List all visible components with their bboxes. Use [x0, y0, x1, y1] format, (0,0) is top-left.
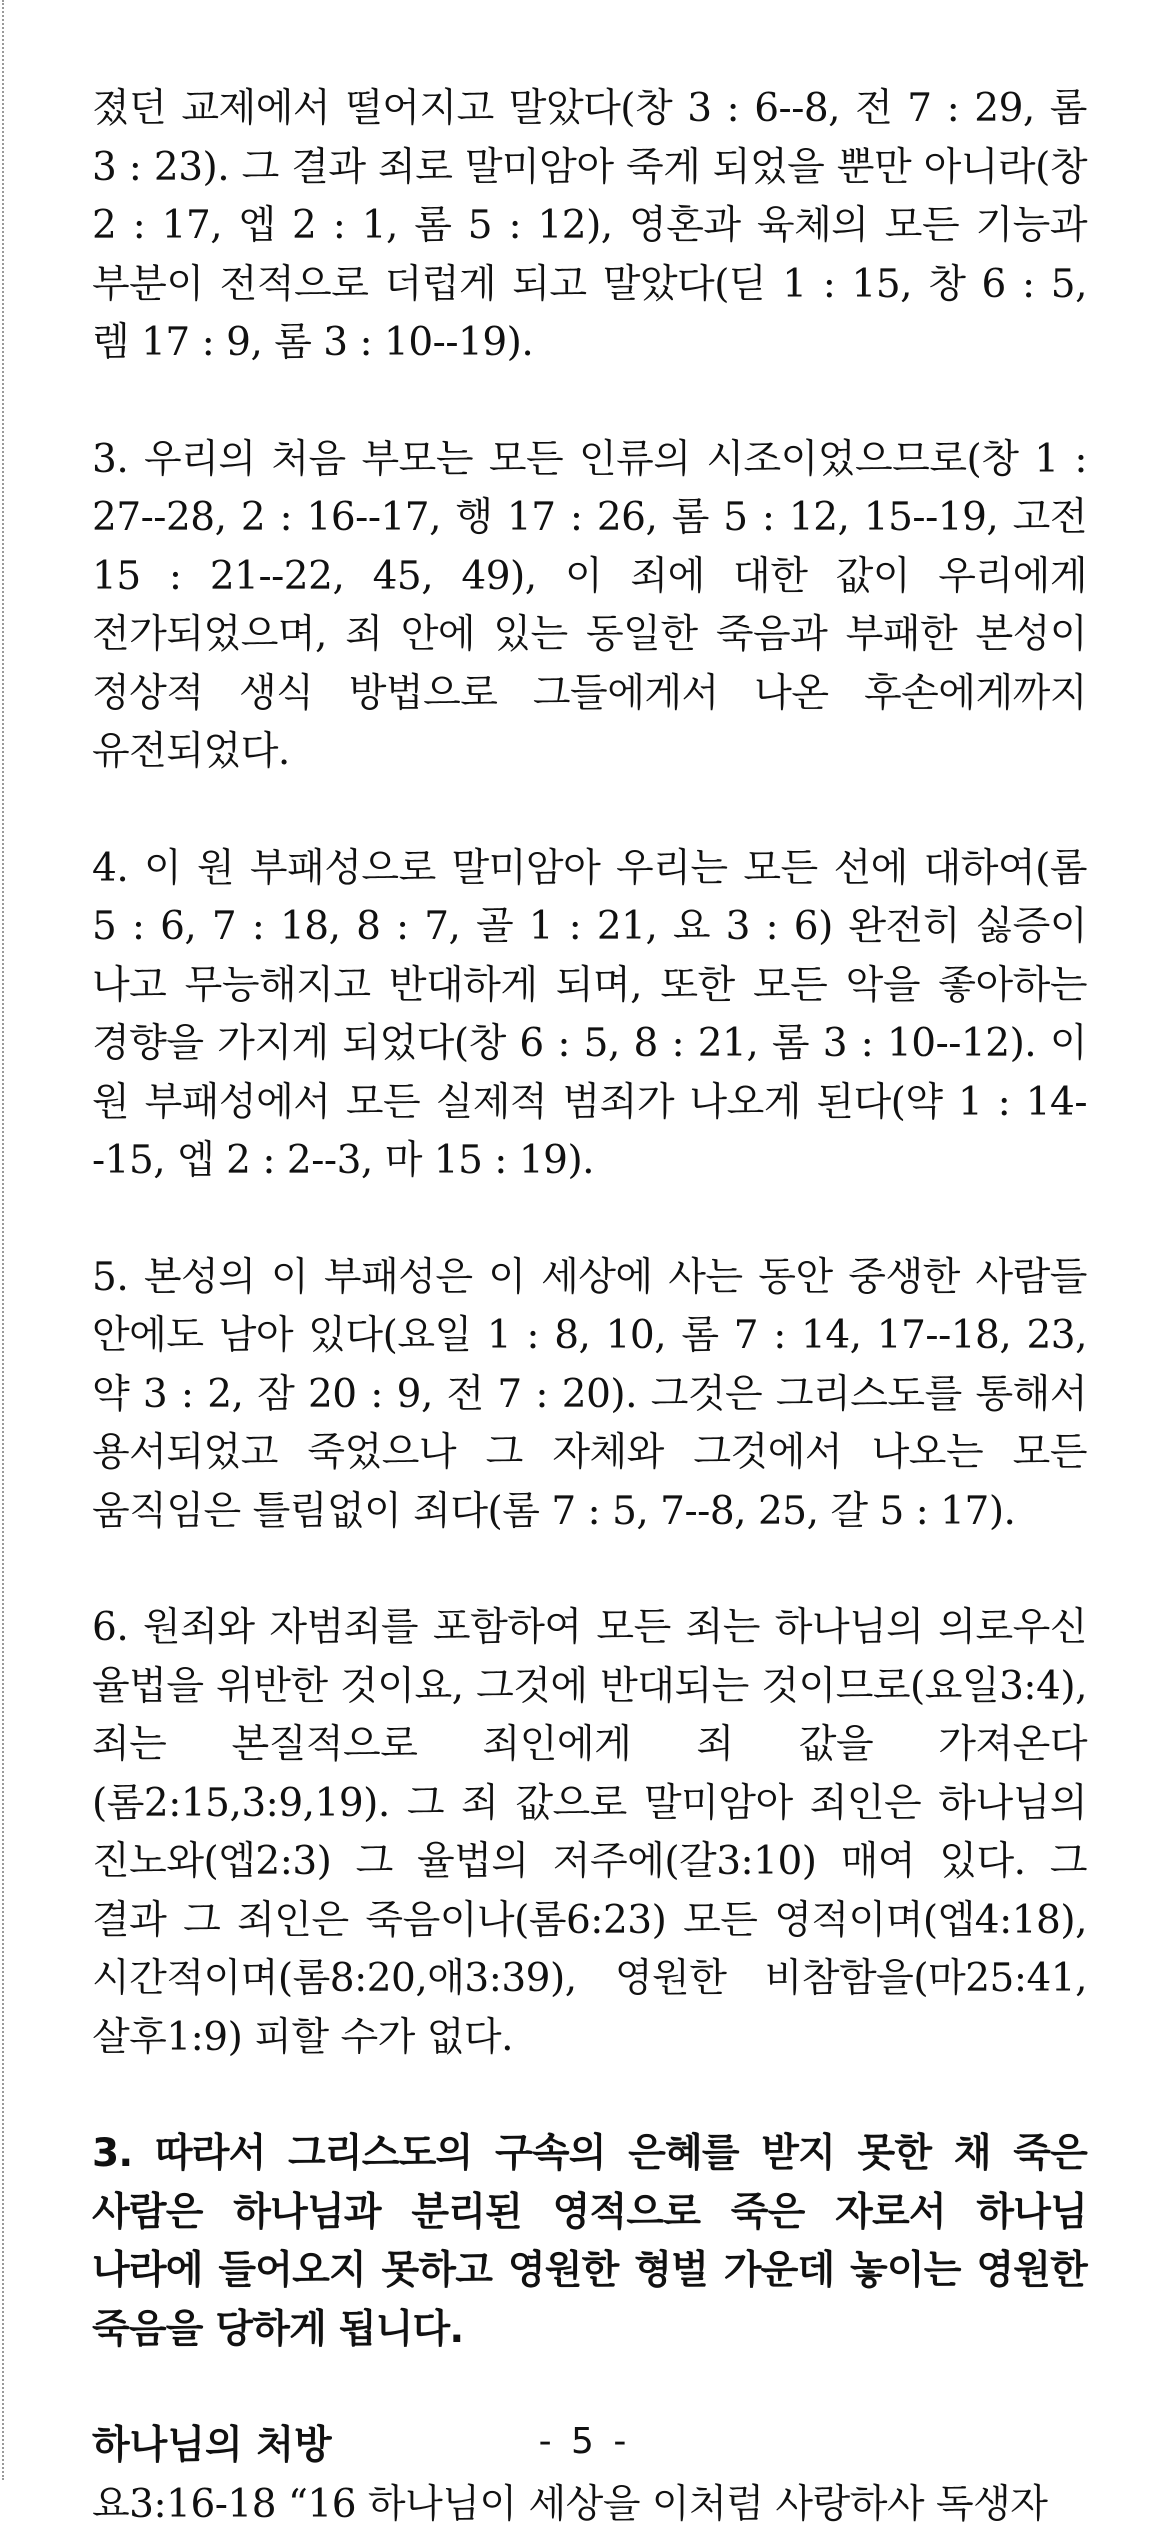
document-body: [92, 80, 1087, 2534]
paragraph-gap: [92, 782, 1087, 840]
paragraph-article-6: 6. 원죄와 자범죄를 포함하여 모든 죄는 하나님의 의로우신 율법을 위반한 것이요, 그것에 반대되는 것이므로(요일3:4), 죄는 본질적으로 죄인에게 죄 값을 가져온다(롬2:15,3:9,19). 그 죄 값으로 말미암아 죄인은 하나님의 진노와(엡2:3) 그 율법의 저주에(갈3:10) 매여 있다. 그 결과 그 죄인은 죽음이나(롬6:23) 모든 영적이며(엡4:18), 시간적이며(롬8:20,애3:39), 영원한 비참함을(마25:41, 살후1:9) 피할 수가 없다.: [92, 1599, 1087, 2067]
page-number: - 5 -: [0, 2420, 1169, 2464]
verse-line: 요3:16-18 “16 하나님이 세상을 이처럼 사랑하사 독생자: [92, 2476, 1087, 2534]
paragraph-article-3: 3. 우리의 처음 부모는 모든 인류의 시조이었으므로(창 1 : 27--28, 2 : 16--17, 행 17 : 26, 롬 5 : 12, 15--19, 고전 15 : 21--22, 45, 49), 이 죄에 대한 값이 우리에게 전가되었으며, 죄 안에 있는 동일한 죽음과 부패한 본성이 정상적 생식 방법으로 그들에게서 나온 후손에게까지 유전되었다.: [92, 431, 1087, 782]
paragraph-gap: [92, 2359, 1087, 2417]
paragraph-intro: 졌던 교제에서 떨어지고 말았다(창 3 : 6--8, 전 7 : 29, 롬 3 : 23). 그 결과 죄로 말미암아 죽게 되었을 뿐만 아니라(창 2 : 17, 엡 2 : 1, 롬 5 : 12), 영혼과 육체의 모든 기능과 부분이 전적으로 더럽게 되고 말았다(딛 1 : 15, 창 6 : 5, 렘 17 : 9, 롬 3 : 10--19).: [92, 80, 1087, 373]
summary-paragraph: 3. 따라서 그리스도의 구속의 은혜를 받지 못한 채 죽은 사람은 하나님과 분리된 영적으로 죽은 자로서 하나님 나라에 들어오지 못하고 영원한 형벌 가운데 놓이는 영원한 죽음을 당하게 됩니다.: [92, 2125, 1087, 2359]
paragraph-gap: [92, 1191, 1087, 1249]
paragraph-article-5: 5. 본성의 이 부패성은 이 세상에 사는 동안 중생한 사람들 안에도 남아 있다(요일 1 : 8, 10, 롬 7 : 14, 17--18, 23, 약 3 : 2, 잠 20 : 9, 전 7 : 20). 그것은 그리스도를 통해서 용서되었고 죽었으나 그 자체와 그것에서 나오는 모든 움직임은 틀림없이 죄다(롬 7 : 5, 7--8, 25, 갈 5 : 17).: [92, 1249, 1087, 1542]
paragraph-gap: [92, 2067, 1087, 2125]
left-margin-rule: [2, 0, 4, 2480]
paragraph-article-4: 4. 이 원 부패성으로 말미암아 우리는 모든 선에 대하여(롬 5 : 6, 7 : 18, 8 : 7, 골 1 : 21, 요 3 : 6) 완전히 싫증이 나고 무능해지고 반대하게 되며, 또한 모든 악을 좋아하는 경향을 가지게 되었다(창 6 : 5, 8 : 21, 롬 3 : 10--12). 이 원 부패성에서 모든 실제적 범죄가 나오게 된다(약 1 : 14--15, 엡 2 : 2--3, 마 15 : 19).: [92, 840, 1087, 1191]
section-heading: 하나님의 처방: [92, 2417, 1087, 2476]
paragraph-gap: [92, 1541, 1087, 1599]
paragraph-gap: [92, 373, 1087, 431]
